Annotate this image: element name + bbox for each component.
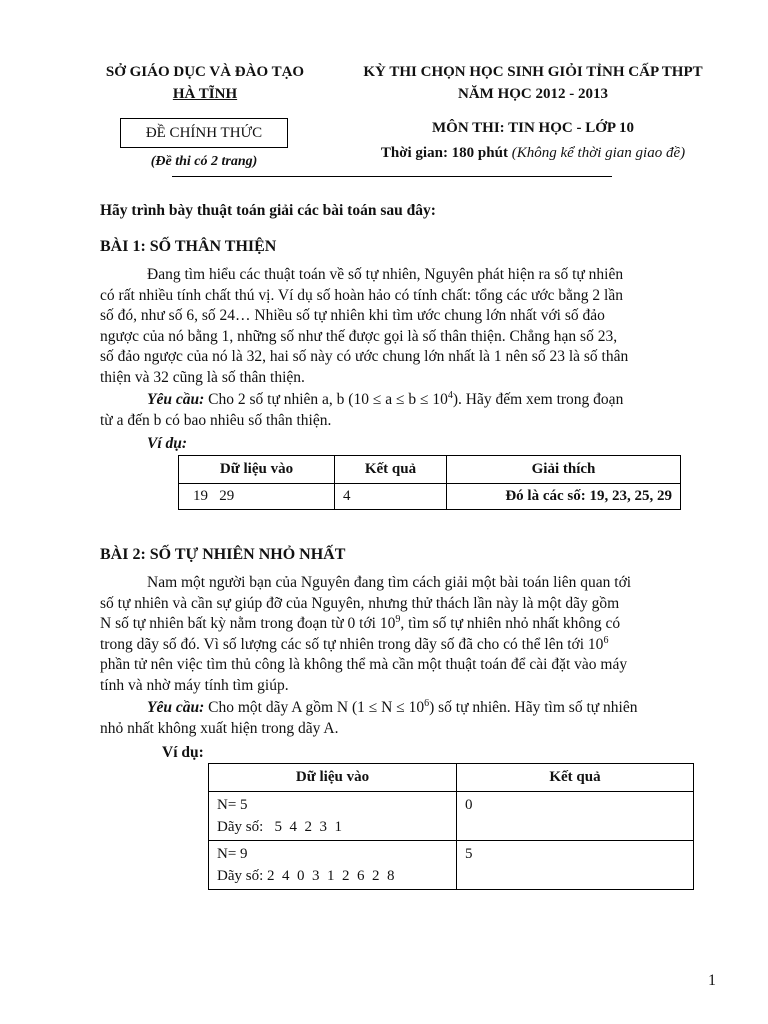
bai2-row2-result: 5 bbox=[457, 841, 694, 890]
table-row bbox=[179, 484, 681, 510]
bai1-example-table bbox=[178, 455, 681, 510]
bai2-line-3b: , tìm số tự nhiên nhỏ nhất không có bbox=[400, 615, 621, 632]
bai2-line-3a: N số tự nhiên bất kỳ nằm trong đoạn từ 0 tới 10 bbox=[100, 615, 396, 632]
bai1-col-input: Dữ liệu vào bbox=[179, 456, 335, 484]
bai2-line-4 bbox=[100, 635, 720, 656]
bai2-requirement bbox=[100, 698, 720, 739]
bai2-row1-input bbox=[209, 792, 457, 841]
bai2-req-label: Yêu cầu: bbox=[147, 699, 205, 716]
bai2-row1-seq: Dãy số: 5 4 2 3 1 bbox=[217, 819, 342, 835]
bai2-table-header bbox=[209, 764, 694, 792]
time-note: (Không kể thời gian giao đề) bbox=[511, 145, 686, 161]
table-row bbox=[209, 841, 694, 890]
bai2-req-text-a: Cho một dãy A gồm N (1 ≤ N ≤ 10 bbox=[204, 699, 425, 716]
bai1-cell-explain: Đó là các số: 19, 23, 25, 29 bbox=[447, 484, 681, 510]
bai1-line-1: Đang tìm hiểu các thuật toán về số tự nhiên, Nguyên phát hiện ra số tự nhiên bbox=[147, 266, 624, 283]
bai2-line-1: Nam một người bạn của Nguyên đang tìm cách giải một bài toán liên quan tới bbox=[147, 574, 632, 591]
intro-text: Hãy trình bày thuật toán giải các bài toán sau đây: bbox=[100, 202, 436, 219]
bai2-line-5: phần tử nên việc tìm thủ công là không thể mà cần một thuật toán để cài đặt vào máy bbox=[100, 656, 628, 673]
bai1-table-header bbox=[179, 456, 681, 484]
bai1-req-sup: 4 bbox=[447, 389, 453, 401]
bai1-col-explain: Giải thích bbox=[447, 456, 681, 484]
exam-subject: MÔN THI: TIN HỌC - LỚP 10 bbox=[432, 120, 634, 136]
bai2-row2-seq: Dãy số: 2 4 0 3 1 2 6 2 8 bbox=[217, 868, 395, 884]
bai2-line-2: số tự nhiên và cần sự giúp đỡ của Nguyên, nhưng thử thách lần này là một dãy gồm bbox=[100, 594, 620, 612]
province-name bbox=[80, 86, 330, 103]
bai1-req-label: Yêu cầu: bbox=[147, 391, 205, 408]
bai1-line-5: số đảo ngược của nó là 32, hai số này có ước chung lớn nhất là 1 nên số 23 là số thân bbox=[100, 348, 629, 365]
bai1-example-label: Ví dụ: bbox=[147, 435, 188, 452]
bai1-cell-input: 19 29 bbox=[179, 484, 335, 510]
school-year: NĂM HỌC 2012 - 2013 bbox=[458, 86, 608, 102]
bai1-req-line-1 bbox=[100, 390, 720, 411]
exam-title: KỲ THI CHỌN HỌC SINH GIỎI TỈNH CẤP THPT bbox=[363, 64, 703, 80]
bai1-line-6: thiện và 32 cũng là số thân thiện. bbox=[100, 368, 305, 386]
bai1-req-text-a: Cho 2 số tự nhiên a, b (10 ≤ a ≤ b ≤ 10 bbox=[204, 391, 448, 408]
bai2-row2-input bbox=[209, 841, 457, 890]
bai2-col-input: Dữ liệu vào bbox=[209, 764, 457, 792]
header-divider bbox=[172, 176, 612, 177]
bai1-line-2: có rất nhiều tính chất thú vị. Ví dụ số hoàn hảo có tính chất: tổng các ước bằng 2 lần bbox=[100, 286, 623, 304]
bai2-example-table bbox=[208, 763, 694, 890]
bai2-row2-n: N= 9 bbox=[217, 846, 248, 862]
bai2-row1-result: 0 bbox=[457, 792, 694, 841]
bai2-req-line-1 bbox=[100, 698, 720, 719]
bai1-line-4: ngược của nó bằng 1, những số như thế được gọi là số thân thiện. Chẳng hạn số 23, bbox=[100, 327, 618, 345]
bai2-line-4a: trong dãy số đó. Vì số lượng các số tự nhiên trong dãy số đã cho có thể lên tới 10 bbox=[100, 635, 604, 653]
bai1-title: BÀI 1: SỐ THÂN THIỆN bbox=[100, 238, 277, 255]
page-number: 1 bbox=[708, 972, 716, 989]
time-label: Thời gian: 180 phút bbox=[380, 145, 508, 161]
bai2-row1-n: N= 5 bbox=[217, 797, 248, 813]
bai2-line-3 bbox=[100, 614, 720, 635]
bai1-cell-result: 4 bbox=[335, 484, 447, 510]
department-name: SỞ GIÁO DỤC VÀ ĐÀO TẠO bbox=[105, 64, 305, 80]
bai2-req-line-2: nhỏ nhất không xuất hiện trong dãy A. bbox=[100, 719, 339, 737]
bai2-example-label: Ví dụ: bbox=[162, 744, 204, 761]
bai2-req-text-b: ) số tự nhiên. Hãy tìm số tự nhiên bbox=[429, 699, 638, 716]
exam-time bbox=[338, 145, 728, 162]
bai2-req-sup: 6 bbox=[424, 697, 430, 709]
official-label: ĐỀ CHÍNH THỨC bbox=[145, 125, 263, 141]
bai1-requirement bbox=[100, 390, 720, 431]
bai1-req-line-2: từ a đến b có bao nhiêu số thân thiện. bbox=[100, 411, 332, 429]
official-box bbox=[120, 118, 288, 148]
bai1-req-text-b: ). Hãy đếm xem trong đoạn bbox=[452, 391, 624, 408]
bai2-col-result: Kết quả bbox=[457, 764, 694, 792]
bai2-line-3-sup: 9 bbox=[395, 613, 401, 625]
bai2-title: BÀI 2: SỐ TỰ NHIÊN NHỎ NHẤT bbox=[100, 546, 346, 563]
bai1-paragraph bbox=[100, 265, 720, 388]
bai2-line-4-sup: 6 bbox=[603, 634, 609, 646]
bai1-line-3: số đó, như số 6, số 24… Nhiều số tự nhiên khi tìm ước chung lớn nhất với số đảo bbox=[100, 307, 605, 324]
province-label: HÀ TĨNH bbox=[172, 86, 238, 102]
pages-note: (Đề thi có 2 trang) bbox=[150, 154, 258, 169]
bai2-paragraph bbox=[100, 573, 720, 696]
bai2-line-6: tính và nhờ máy tính tìm giúp. bbox=[100, 676, 289, 694]
bai1-col-result: Kết quả bbox=[335, 456, 447, 484]
table-row bbox=[209, 792, 694, 841]
